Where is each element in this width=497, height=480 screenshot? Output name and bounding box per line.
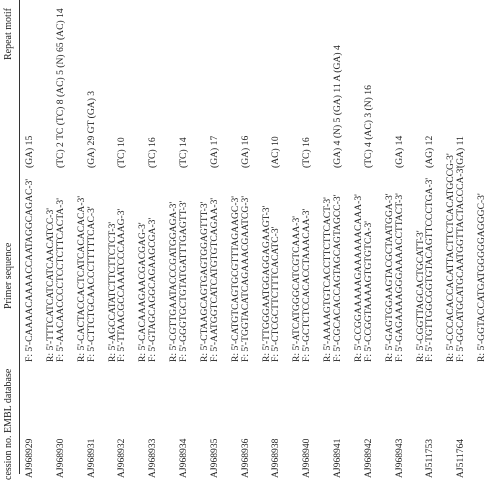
accession-number: AJ511764 — [455, 438, 467, 478]
accession-number: AJ968935 — [208, 438, 220, 478]
forward-primer: F: 5'-GTAGCAGGCAGAAGCGA-3' — [147, 217, 159, 362]
forward-primer: F: 5'-CCGGTAAAAGTGTGTCA-3' — [362, 221, 374, 362]
repeat-motif: (TC) 4 (AC) 3 (N) 16 — [362, 85, 374, 168]
reverse-primer: R: 5'-CCCACACCACATTACTTCTCACATGCCG-3' — [445, 153, 457, 362]
accession-number: AJ968932 — [116, 438, 128, 478]
accession-number: AJ968940 — [301, 438, 313, 478]
reverse-primer: R: 5'-AGCCATATCTTCTTCTCT-3' — [106, 221, 118, 362]
reverse-primer: R: 5'-CATGTCAGTGCGTTTAGAAGC-3' — [229, 195, 241, 362]
reverse-primer: R: 5'-TTTCATCATCATCAACATCC-3' — [45, 207, 56, 362]
reverse-primer: R: 5'-CACTACCACTCATCACACACA-3' — [75, 195, 87, 362]
accession-number: AJ968943 — [393, 438, 405, 478]
header-primer-sequence: Primer sequence — [3, 242, 14, 309]
accession-number: AJ968942 — [362, 438, 374, 478]
repeat-motif: (TC) 10 — [116, 137, 128, 168]
header-rule — [19, 0, 20, 474]
repeat-motif: (GA) 29 GT (GA) 3 — [85, 90, 97, 168]
reverse-primer: R: 5'-ATCATGGGCATCGTCAAA-3' — [291, 215, 303, 362]
reverse-primer: R: 5'-CTAAGCAGTGAGTGGAGTTT-3' — [199, 201, 210, 362]
repeat-motif: (GA) 14 — [393, 135, 405, 168]
accession-number: AJ968930 — [54, 438, 66, 478]
repeat-motif: (GA) 4 (N) 5 (GA) 11 A (GA) 4 — [332, 45, 343, 168]
reverse-primer: R: 5'-CGGTTAGCACTGCATT-3' — [414, 230, 426, 362]
accession-number: AJ968938 — [270, 438, 282, 478]
repeat-motif: (GA) 11 — [455, 136, 467, 168]
forward-primer: F: 5'-GAGAAAAGGGAAAACCTTACT-3' — [393, 193, 405, 362]
primer-sequence — [455, 167, 497, 362]
repeat-motif: (TC) 2 TC (TC) 8 (AC) 5 (N) 65 (AC) 14 — [54, 8, 66, 168]
accession-number: AJ511753 — [424, 438, 436, 478]
accession-number: AJ968936 — [239, 438, 251, 478]
repeat-motif: (GA) 17 — [208, 135, 220, 168]
accession-number: AJ968931 — [85, 438, 97, 478]
forward-primer: F: 5'-GCTCTCCACACCTAAACAA-3' — [301, 208, 313, 362]
repeat-motif: (TC) 16 — [301, 137, 313, 168]
forward-primer: F: 5'-TTAACGCCAAATCCCAAAG-3' — [116, 208, 128, 362]
forward-primer: F: 5'-GGCATGCATGCAATGGTTACTACCCA-3' — [455, 166, 467, 362]
reverse-primer: R: 5'-GAGTGGAAGTACGCTAATGGA-3' — [383, 193, 395, 362]
reverse-primer: R: 5'-TTGGGAATGGAGGAGAAGT-3' — [260, 205, 272, 362]
reverse-primer: R: 5'-CGTTGAATACCCGATGGAGA-3' — [168, 201, 180, 362]
table-header-row — [0, 0, 18, 480]
accession-number: AJ968933 — [147, 438, 159, 478]
forward-primer: F: 5'-CAAAACAAAACCAATAGGCAGAC-3' — [24, 178, 35, 362]
forward-primer: F: 5'-TGGTACATCAGAAACGAATCG-3' — [239, 195, 251, 362]
reverse-primer: R: 5'-GGTACCATGATGGGGGAGGGC-3' — [476, 193, 488, 362]
forward-primer: F: 5'-TGTTGGCGGTGTACAGTTCCCTGA-3' — [424, 177, 436, 362]
repeat-motif: (TC) 16 — [147, 137, 159, 168]
reverse-primer: R: 5'-CCGGAAAAAGAAAAAACAAA-3' — [353, 194, 364, 362]
forward-primer: F: 5'-CTCGCTTCTTTCACATC-3' — [270, 226, 282, 362]
forward-primer: F: 5'-AACAACCCCTCCTCTTCACTA-3' — [54, 198, 66, 362]
accession-number: AJ968941 — [332, 438, 343, 478]
repeat-motif: (GA) 16 — [239, 135, 251, 168]
accession-number: AJ968934 — [178, 438, 189, 478]
reverse-primer: R: 5'-AAAAGTGTCACCTTCTTCACT-3' — [322, 197, 334, 362]
repeat-motif: (AC) 10 — [270, 136, 282, 168]
forward-primer: F: 5'-CGCACACCAGTAGCAGTAGCC-3' — [332, 194, 343, 362]
repeat-motif: (AG) 12 — [424, 135, 436, 168]
forward-primer: F: 5'-AATGGTCATCATGTGTCAGAA-3' — [208, 197, 220, 362]
repeat-motif: (GA) 15 — [24, 135, 35, 168]
accession-number: AJ968929 — [24, 438, 35, 478]
reverse-primer: R: 5'-CACAAAGAACGACGAG-3' — [137, 222, 149, 362]
header-repeat-motif: Repeat motif — [3, 8, 14, 60]
header-accession: cession no. EMBL database — [3, 368, 14, 480]
forward-primer: F: 5'-GGGTGCTGTATGATTTGAGTT-3' — [178, 200, 189, 362]
forward-primer: F: 5'-CTTCTGCAACCCTTTTTCAC-3' — [85, 206, 97, 362]
repeat-motif: (TC) 14 — [178, 137, 189, 168]
